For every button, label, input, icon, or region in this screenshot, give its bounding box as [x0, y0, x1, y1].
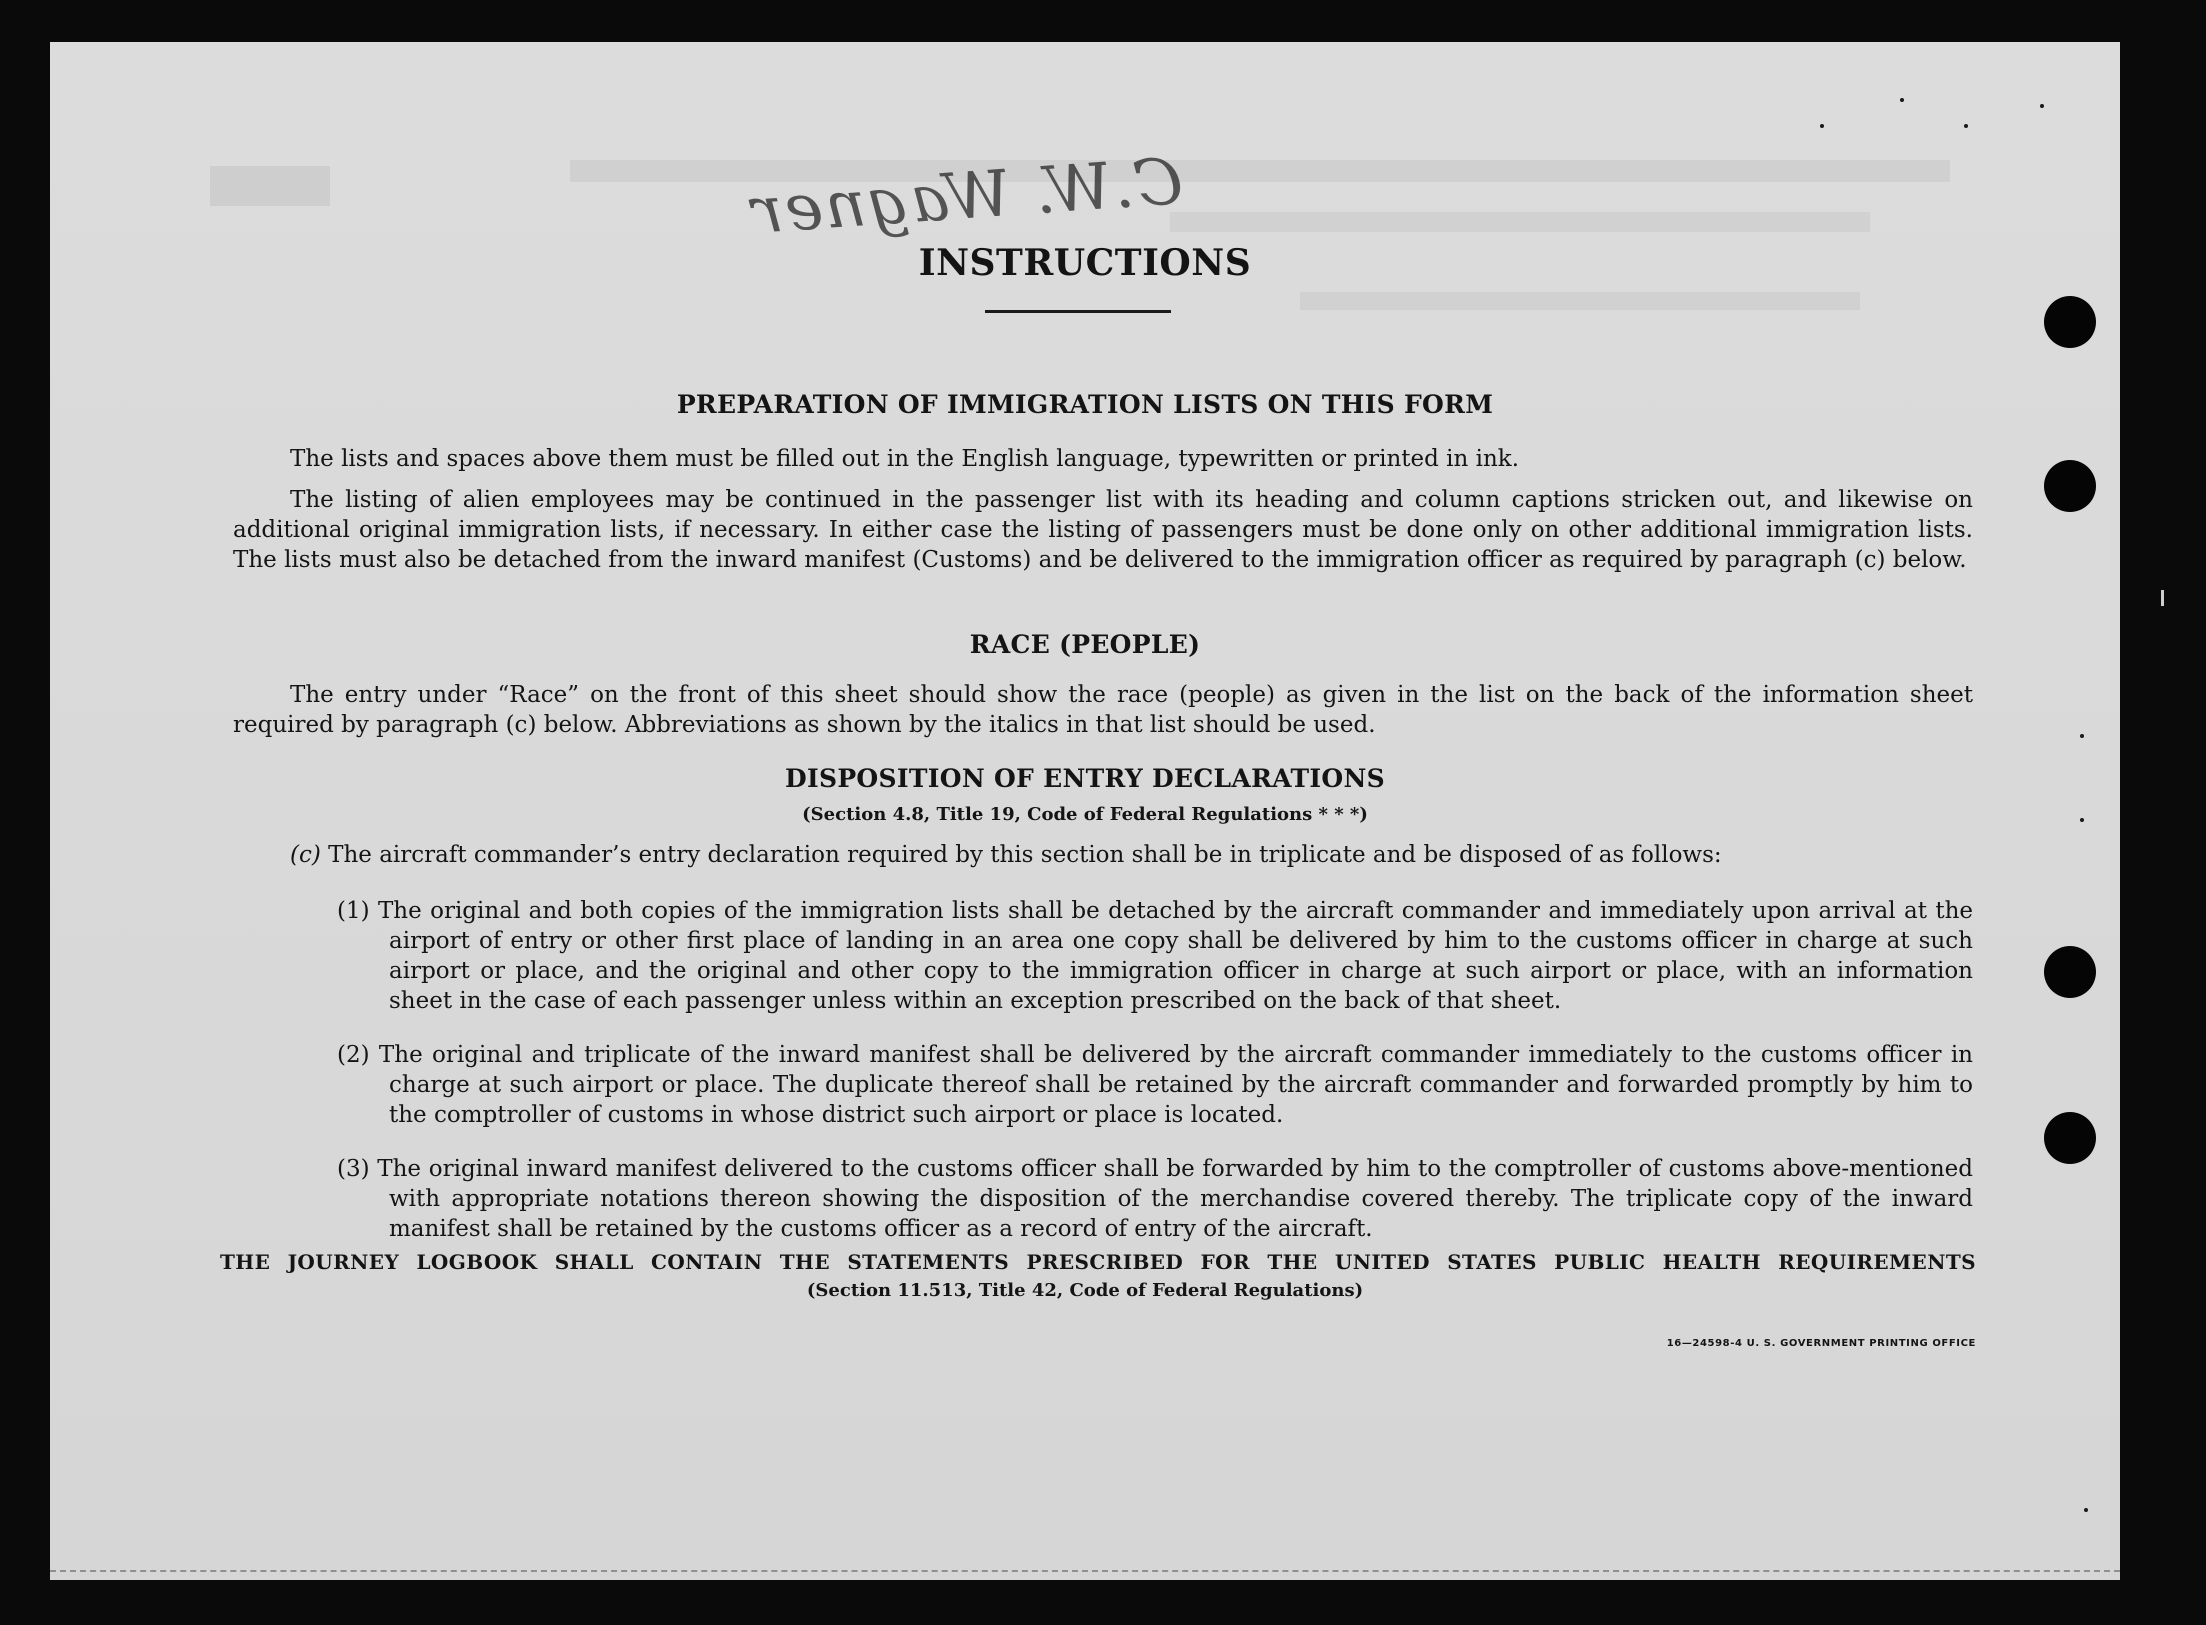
- bleed-through-number: [210, 166, 330, 206]
- bleed-through-line: [1170, 212, 1870, 232]
- printing-office-imprint: 16—24598-4 U. S. GOVERNMENT PRINTING OFFICE: [1666, 1338, 1976, 1349]
- perforated-edge: [50, 1570, 2120, 1572]
- bleed-through-line: [1300, 292, 1860, 310]
- bleed-through-line: [690, 122, 1890, 144]
- punch-hole: [2044, 296, 2096, 348]
- footer-heading: THE JOURNEY LOGBOOK SHALL CONTAIN THE STATEMENTS PRESCRIBED FOR THE UNITED STATES PUBLIC HEALTH REQUIREMENTS: [220, 1250, 1976, 1274]
- disposition-item-1: (1) The original and both copies of the immigration lists shall be detached by the aircraft commander and immediately upon arrival at the airport of entry or other first place of landing in an area one copy shall be delivered by him to the customs officer in charge at such airport or place, and the original and other copy to the immigration officer in charge at such airport or place, with an information sheet in the case of each passenger unless within an exception prescribed on the back of that sheet.: [337, 898, 1973, 1014]
- section-heading-disposition: DISPOSITION OF ENTRY DECLARATIONS: [785, 764, 1385, 793]
- preparation-paragraph-1: The lists and spaces above them must be filled out in the English language, typewritten or printed in ink.: [290, 446, 1520, 472]
- title-underline: [985, 310, 1171, 313]
- paragraph-c-label: (c): [290, 842, 321, 868]
- race-paragraph: The entry under “Race” on the front of this sheet should show the race (people) as given in the list on the back of the information sheet required by paragraph (c) below. Abbreviations as shown by the italics in that list should be used.: [233, 682, 1973, 738]
- section-heading-preparation: PREPARATION OF IMMIGRATION LISTS ON THIS FORM: [676, 390, 1494, 419]
- edge-mark: [2161, 590, 2164, 606]
- footer-citation: (Section 11.513, Title 42, Code of Federal Regulations): [806, 1280, 1364, 1301]
- preparation-paragraph-2: The listing of alien employees may be continued in the passenger list with its heading and column captions stricken out, and likewise on additional original immigration lists, if necessary. In either case the listing of passengers must be done only on other additional immigration lists. The lists must also be detached from the inward manifest (Customs) and be delivered to the immigration officer as required by paragraph (c) below.: [233, 487, 1973, 573]
- speck: [2084, 1508, 2088, 1512]
- speck: [1964, 124, 1968, 128]
- document-sheet: [50, 42, 2120, 1580]
- punch-hole: [2044, 460, 2096, 512]
- speck: [1900, 98, 1904, 102]
- punch-hole: [2044, 1112, 2096, 1164]
- speck: [2080, 818, 2084, 822]
- speck: [2040, 104, 2044, 108]
- disposition-citation: (Section 4.8, Title 19, Code of Federal Regulations * * *): [802, 804, 1368, 825]
- page-title: INSTRUCTIONS: [918, 242, 1252, 284]
- speck: [2080, 734, 2084, 738]
- punch-hole: [2044, 946, 2096, 998]
- section-heading-race: RACE (PEOPLE): [969, 630, 1201, 659]
- paragraph-c: [290, 840, 1990, 870]
- handwritten-signature: C.W. Wagner: [747, 144, 1186, 250]
- disposition-item-2: (2) The original and triplicate of the inward manifest shall be delivered by the aircraft commander immediately to the customs officer in charge at such airport or place. The duplicate thereof shall be retained by the aircraft commander and forwarded promptly by him to the comptroller of customs in whose district such airport or place is located.: [337, 1042, 1973, 1128]
- disposition-item-3: (3) The original inward manifest delivered to the customs officer shall be forwarded by him to the comptroller of customs above-mentioned with appropriate notations thereon showing the disposition of the merchandise covered thereby. The triplicate copy of the inward manifest shall be retained by the customs officer as a record of entry of the aircraft.: [337, 1156, 1973, 1242]
- speck: [1820, 124, 1824, 128]
- paragraph-c-text: The aircraft commander’s entry declaration required by this section shall be in triplicate and be disposed of as follows:: [328, 842, 1722, 868]
